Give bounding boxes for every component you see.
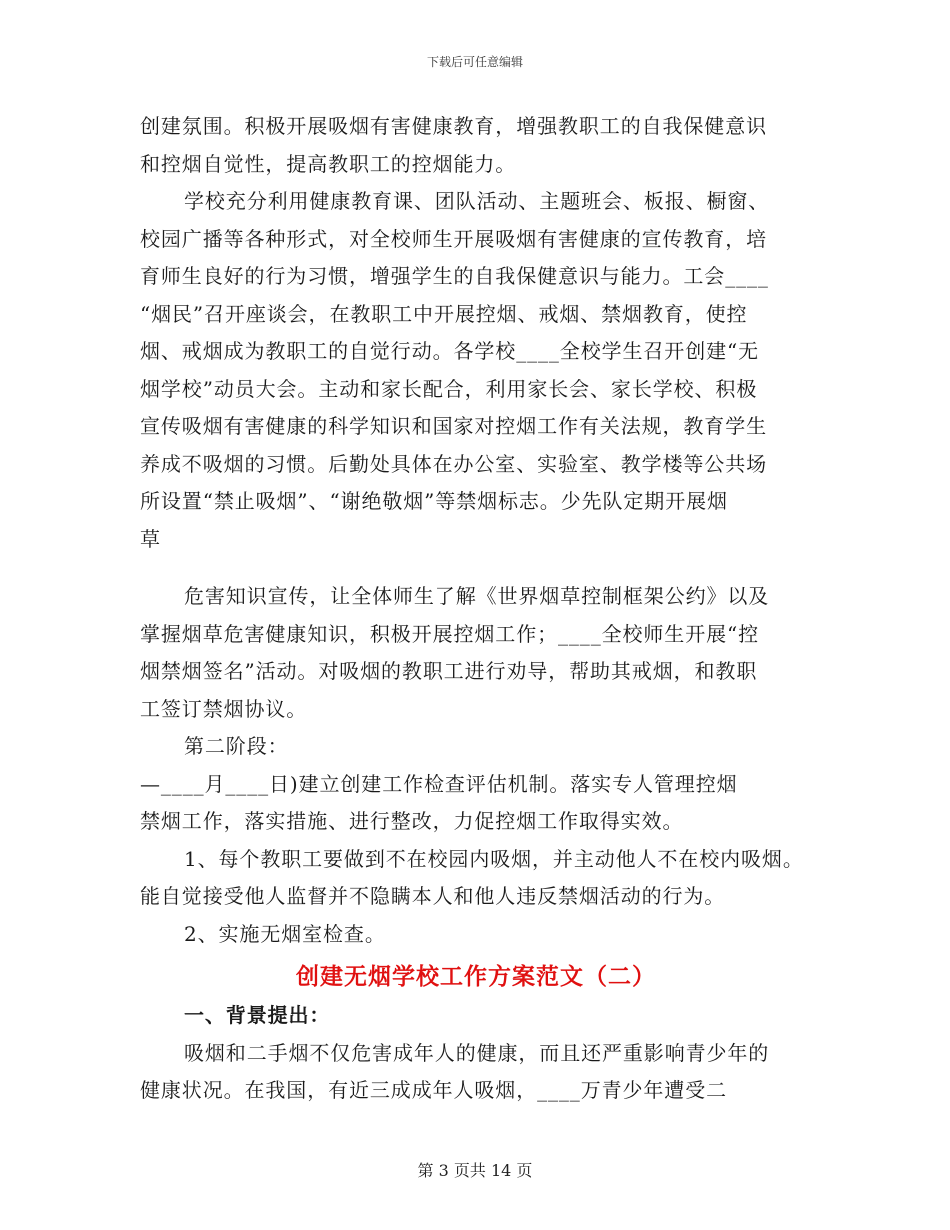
text-line: 吸烟和二手烟不仅危害成年人的健康，而且还严重影响青少年的 <box>184 1040 770 1065</box>
document-body <box>140 108 812 1110</box>
text-line: 1、每个教职工要做到不在校园内吸烟，并主动他人不在校内吸烟。 <box>184 846 804 871</box>
text-line: 工签订禁烟协议。 <box>140 696 308 721</box>
text-line: 2、实施无烟室检查。 <box>184 921 386 946</box>
stage-label: 第二阶段： <box>184 734 289 758</box>
text-line: 烟学校”动员大会。主动和家长配合，利用家长会、家长学校、积极 <box>140 376 758 401</box>
text-line: 健康状况。在我国，有近三成成年人吸烟，____万青少年遭受二 <box>140 1078 727 1102</box>
text-line: 烟禁烟签名”活动。对吸烟的教职工进行劝导，帮助其戒烟，和教职 <box>140 659 758 683</box>
text-line: 掌握烟草危害健康知识，积极开展控烟工作；____全校师生开展“控 <box>140 621 760 646</box>
section-title: 创建无烟学校工作方案范文（二） <box>296 963 656 990</box>
text-line: —____月____日)建立创建工作检查评估机制。落实专人管理控烟 <box>140 771 738 796</box>
text-line: 学校充分利用健康教育课、团队活动、主题班会、板报、橱窗、 <box>184 189 770 213</box>
text-line: 创建氛围。积极开展吸烟有害健康教育，增强教职工的自我保健意识 <box>140 114 767 138</box>
text-line: 禁烟工作，落实措施、进行整改，力促控烟工作取得实效。 <box>140 809 684 833</box>
text-line: 和控烟自觉性，提高教职工的控烟能力。 <box>140 151 517 176</box>
text-line: “烟民”召开座谈会，在教职工中开展控烟、戒烟、禁烟教育，使控 <box>140 301 748 326</box>
subheading: 一、背景提出： <box>184 1003 331 1027</box>
header-note: 下载后可任意编辑 <box>426 55 523 69</box>
paragraph-gap <box>140 558 812 578</box>
page-number: 第 3 页共 14 页 <box>417 1161 533 1180</box>
text-line: 草 <box>140 526 161 551</box>
text-line: 烟、戒烟成为教职工的自觉行动。各学校____全校学生召开创建“无 <box>140 339 760 363</box>
text-line: 危害知识宣传，让全体师生了解《世界烟草控制框架公约》以及 <box>184 584 770 608</box>
text-line: 养成不吸烟的习惯。后勤处具体在办公室、实验室、教学楼等公共场 <box>140 451 767 476</box>
text-line: 宣传吸烟有害健康的科学知识和国家对控烟工作有关法规，教育学生 <box>140 414 767 438</box>
text-line: 能自觉接受他人监督并不隐瞒本人和他人违反禁烟活动的行为。 <box>140 884 726 908</box>
text-line: 育师生良好的行为习惯，增强学生的自我保健意识与能力。工会____ <box>140 264 769 288</box>
text-line: 所设置“禁止吸烟”、“谢绝敬烟”等禁烟标志。少先队定期开展烟 <box>140 489 728 513</box>
text-line: 校园广播等各种形式，对全校师生开展吸烟有害健康的宣传教育，培 <box>140 226 767 251</box>
